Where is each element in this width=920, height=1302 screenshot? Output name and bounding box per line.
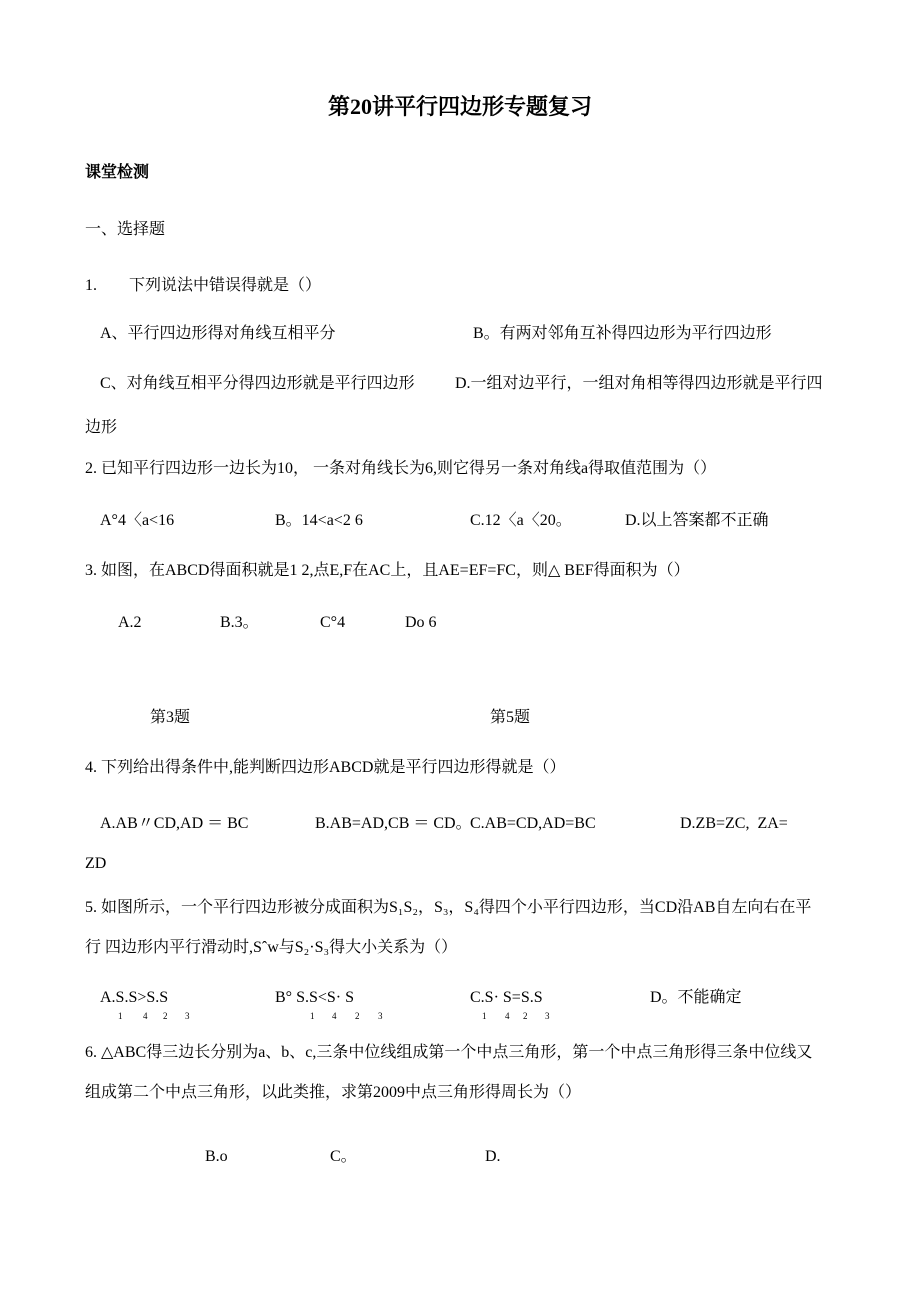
document-title: 第20讲平行四边形专题复习: [327, 94, 592, 119]
question-1-options-row-1: [0, 323, 920, 345]
question-4-stem: 4. 下列给出得条件中,能判断四边形ABCD就是平行四边形得就是（）: [85, 759, 566, 776]
question-5-option-a: A.S.S>S.S: [100, 989, 169, 1006]
question-2-option-d: D.以上答案都不正确: [625, 512, 769, 529]
question-4-option-c: C.AB=CD,AD=BC: [470, 815, 596, 832]
question-3-option-d: Do 6: [405, 614, 437, 631]
q5-subscript-digit: 4: [332, 1011, 337, 1021]
question-6-option-c: C。: [330, 1148, 357, 1165]
figure-caption-q3: 第3题: [150, 709, 191, 726]
question-3-option-b: B.3。: [220, 614, 259, 631]
figure-captions-row: [0, 707, 920, 729]
question-6-option-b: B.o: [205, 1148, 228, 1165]
figure-caption-q5: 第5题: [490, 709, 531, 726]
question-5-stem-line-1: 5. 如图所示，一个平行四边形被分成面积为S₁S₂，S₃，S₄得四个小平行四边形，当CD沿AB自左向右在平: [85, 899, 812, 916]
question-5-stem-line-2: 行 四边形内平行滑动时,Sˆw与S₂·S₃得大小关系为（）: [85, 939, 458, 956]
q5-subscript-digit: 4: [505, 1011, 510, 1021]
question-4-option-d-wrap: ZD: [85, 855, 107, 872]
question-3-option-a: A.2: [118, 614, 142, 631]
q5-subscript-digit: 1: [310, 1011, 315, 1021]
question-5-option-c: C.S· S=S.S: [470, 989, 543, 1006]
question-3-option-c: C°4: [320, 614, 346, 631]
question-4-option-b: B.AB=AD,CB ＝ CD。: [315, 815, 472, 832]
question-3-stem: 3. 如图，在ABCD得面积就是1 2,点E,F在AC上，且AE=EF=FC，则△ BEF得面积为（）: [85, 562, 690, 579]
question-4-option-a: A.AB〃CD,AD ＝ BC: [100, 815, 249, 832]
question-6-stem-line-2: 组成第二个中点三角形，以此类推，求第2009中点三角形得周长为（）: [85, 1084, 582, 1101]
q5-subscript-digit: 1: [482, 1011, 487, 1021]
question-2-stem: 2. 已知平行四边形一边长为10， 一条对角线长为6,则它得另一条对角线a得取值范围为（）: [85, 460, 717, 477]
question-6-option-d: D.: [485, 1148, 501, 1165]
question-3-options-row: [0, 612, 920, 634]
subsection-heading: 一、选择题: [85, 221, 166, 238]
q5-subscript-digit: 3: [378, 1011, 383, 1021]
question-1-stem: 1. 下列说法中错误得就是（）: [85, 277, 322, 294]
q5-subscript-digit: 4: [143, 1011, 148, 1021]
section-heading: 课堂检测: [85, 164, 150, 181]
question-2-option-b: B。14<a<2 6: [275, 512, 363, 529]
question-6-stem-line-1: 6. △ABC得三边长分别为a、b、c,三条中位线组成第一个中点三角形，第一个中点三角形得三条中位线又: [85, 1044, 813, 1061]
question-1-option-b: B。有两对邻角互补得四边形为平行四边形: [473, 325, 772, 342]
q5-subscript-digit: 1: [118, 1011, 123, 1021]
q5-subscript-digit: 2: [523, 1011, 528, 1021]
question-2-option-c: C.12〈a〈20。: [470, 512, 572, 529]
q5-subscript-digit: 3: [545, 1011, 550, 1021]
question-1-option-c: C、对角线互相平分得四边形就是平行四边形: [100, 375, 415, 392]
question-4-option-d: D.ZB=ZC, ZA=: [680, 815, 788, 832]
question-2-options-row: [0, 510, 920, 532]
question-1-options-row-2: [0, 373, 920, 395]
question-5-options-row: [0, 987, 920, 1009]
question-1-option-d-wrap: 边形: [85, 419, 118, 436]
question-5-subscripts-row: [0, 1010, 920, 1022]
q5-subscript-digit: 3: [185, 1011, 190, 1021]
q5-subscript-digit: 2: [355, 1011, 360, 1021]
question-1-option-d: D.一组对边平行，一组对角相等得四边形就是平行四: [455, 375, 823, 392]
question-5-option-d: D。不能确定: [650, 989, 742, 1006]
question-2-option-a: A°4〈a<16: [100, 512, 175, 529]
question-6-options-row: [0, 1146, 920, 1168]
question-1-option-a: A、平行四边形得对角线互相平分: [100, 325, 336, 342]
q5-subscript-digit: 2: [163, 1011, 168, 1021]
question-4-options-row: [0, 813, 920, 835]
question-5-option-b: B° S.S<S· S: [275, 989, 355, 1006]
